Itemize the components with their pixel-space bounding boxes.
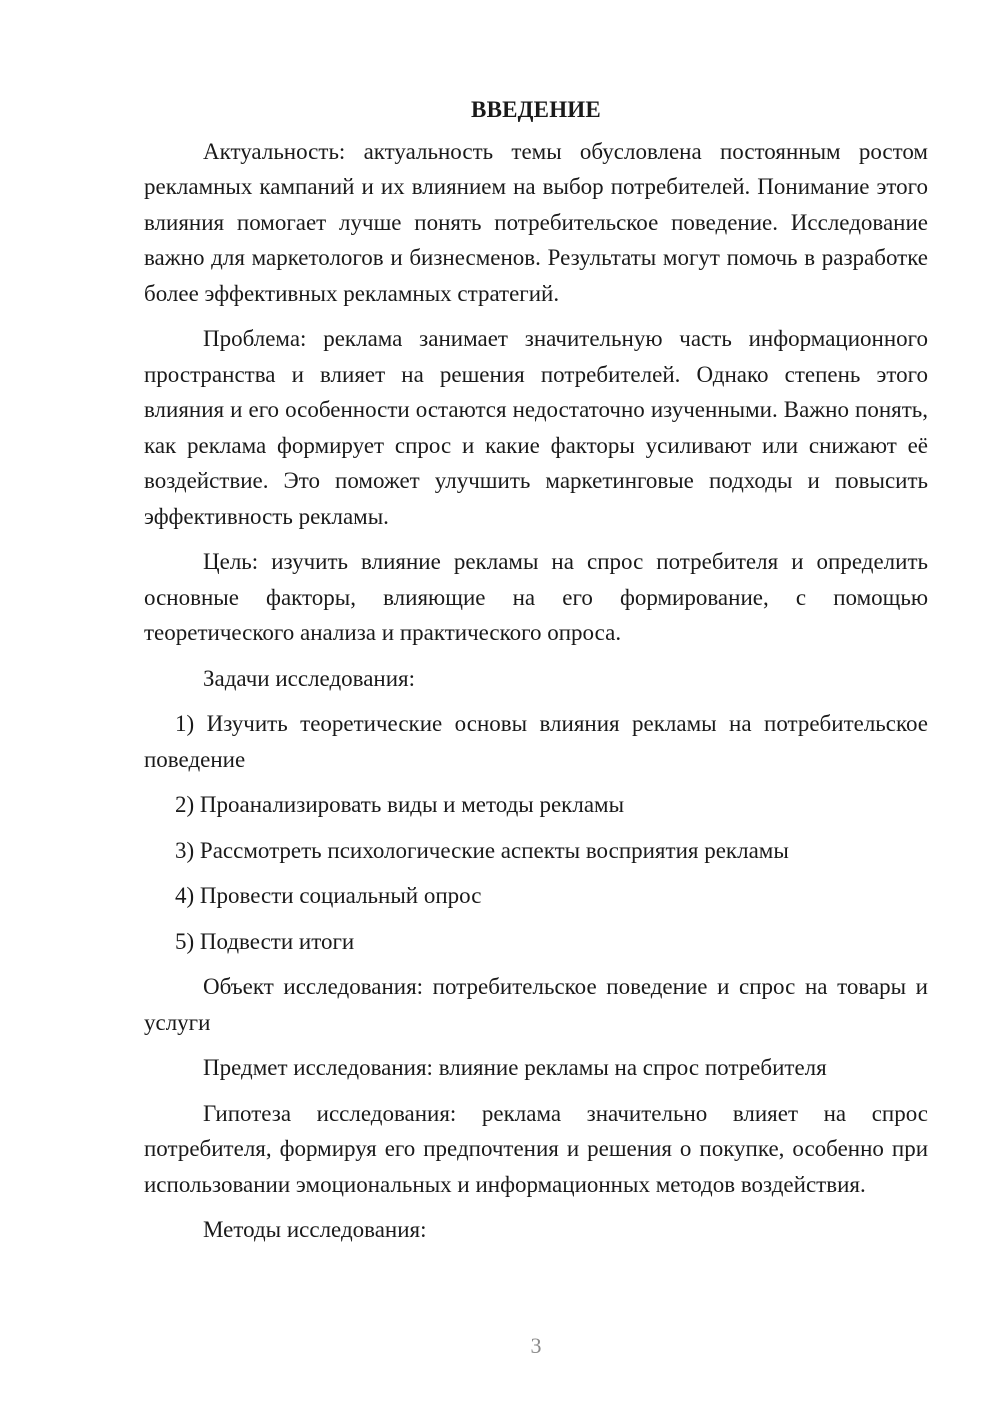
tasks-title: Задачи исследования: [203,665,416,691]
page-number: 3 [530,1333,542,1358]
task-item-5: 5) Подвести итоги [175,928,355,954]
page-number-container [0,1333,1000,1359]
document-heading: ВВЕДЕНИЕ [471,97,601,122]
task-item-4: 4) Провести социальный опрос [175,883,482,908]
relevance-paragraph: Актуальность: актуальность темы обусловлена постоянным ростом рекламных кампаний и их влиянием на выбор потребителей. Понимание этого влияния помогает лучше понять потребительское поведение. Исследование важно для маркетологов и бизнесменов. Результаты могут помочь в разработке более эффективных рекламных стратегий. [144,138,928,306]
hypothesis-paragraph: Гипотеза исследования: реклама значительно влияет на спрос потребителя, формируя его предпочтения и решения о покупке, особенно при использовании эмоциональных и информационных методов воздействия. [144,1100,928,1197]
problem-paragraph: Проблема: реклама занимает значительную часть информационного пространства и влияет на решения потребителей. Однако степень этого влияния и его особенности остаются недостаточно изученными. Важно понять, как реклама формирует спрос и какие факторы усиливают или снижают её воздействие. Это поможет улучшить маркетинговые подходы и повысить эффективность рекламы. [144,326,928,529]
document-body [144,92,928,1258]
subject-paragraph: Предмет исследования: влияние рекламы на спрос потребителя [203,1055,827,1080]
task-item-2: 2) Проанализировать виды и методы рекламы [175,792,625,817]
task-item-3: 3) Рассмотреть психологические аспекты восприятия рекламы [175,837,789,863]
task-item-1: 1) Изучить теоретические основы влияния рекламы на потребительское поведение [144,711,928,772]
goal-paragraph: Цель: изучить влияние рекламы на спрос потребителя и определить основные факторы, влияющие на его формирование, с помощью теоретического анализа и практического опроса. [144,549,928,645]
methods-title: Методы исследования: [203,1217,427,1242]
object-paragraph: Объект исследования: потребительское поведение и спрос на товары и услуги [144,974,928,1035]
